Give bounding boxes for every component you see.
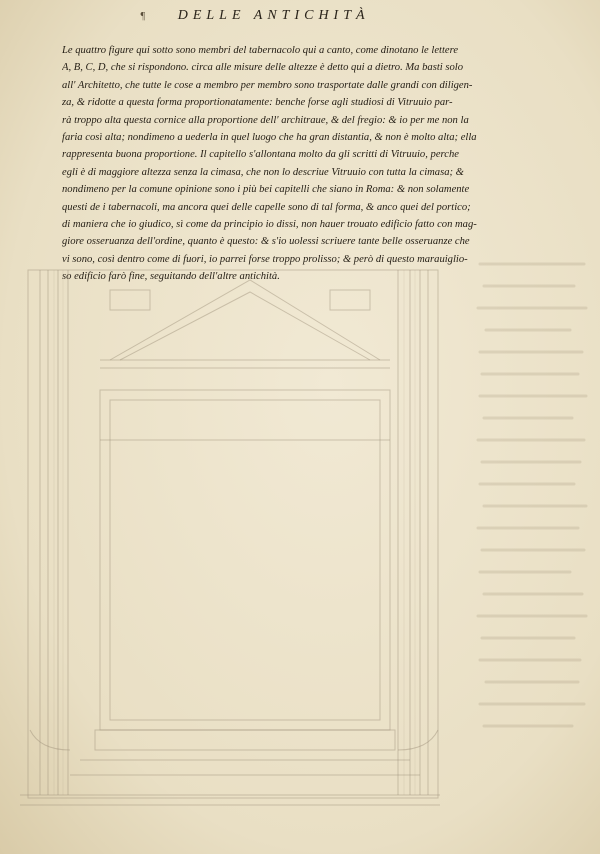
running-head (140, 8, 500, 24)
body-line: questi de i tabernacoli, ma ancora quei delle capelle sono di tal forma, & anco quei del portico; (62, 201, 471, 213)
body-line: di maniera che io giudico, sì come da principio io dissi, non hauer trouato edificio fatto con mag- (62, 219, 477, 231)
section-mark: ¶ (140, 11, 146, 22)
body-line: all' Architetto, che tutte le cose a membro per membro sono trasportate dalle grandi con diligen- (62, 79, 473, 91)
body-line: rà troppo alta questa cornice alla proportione dell' architraue, & del fregio: & io per me non la (62, 114, 469, 126)
bleed-through-texture (474, 250, 594, 810)
body-line: so edificio farò fine, seguitando dell'altre antichità. (62, 271, 280, 283)
body-line: rappresenta buona proportione. Il capitello s'allontana molto da gli scritti di Vitruuio, perche (62, 149, 459, 161)
body-line: za, & ridotte a questa forma proportionatamente: benche forse agli studiosi di Vitruuio par- (62, 97, 453, 109)
body-line: giore osseruanza dell'ordine, quanto è questo: & s'io uolessi scriuere tante belle osseruanze che (62, 236, 470, 248)
body-line: nondimeno per la comune opinione sono i più bei capitelli che siano in Roma: & non solamente (62, 184, 470, 196)
body-line: A, B, C, D, che si rispondono. circa alle misure delle altezze è detto qui a dietro. Ma basti solo (62, 62, 464, 74)
body-line: faria così alta; nondimeno a uederla in quel luogo che ha gran distantia, & non è molto alta; ella (62, 132, 477, 144)
body-line: Le quattro figure qui sotto sono membri del tabernacolo qui a canto, come dinotano le lettere (62, 45, 459, 56)
running-head-title: DELLE ANTICHITÀ (177, 8, 370, 23)
body-line: egli è di maggiore altezza senza la cimasa, che non lo descriue Vitruuio con tutta la cimasa; & (62, 166, 464, 178)
body-line: vi sono, così dentro come di fuori, io parrei forse troppo prolisso; & però di questo marauiglio- (62, 253, 468, 265)
